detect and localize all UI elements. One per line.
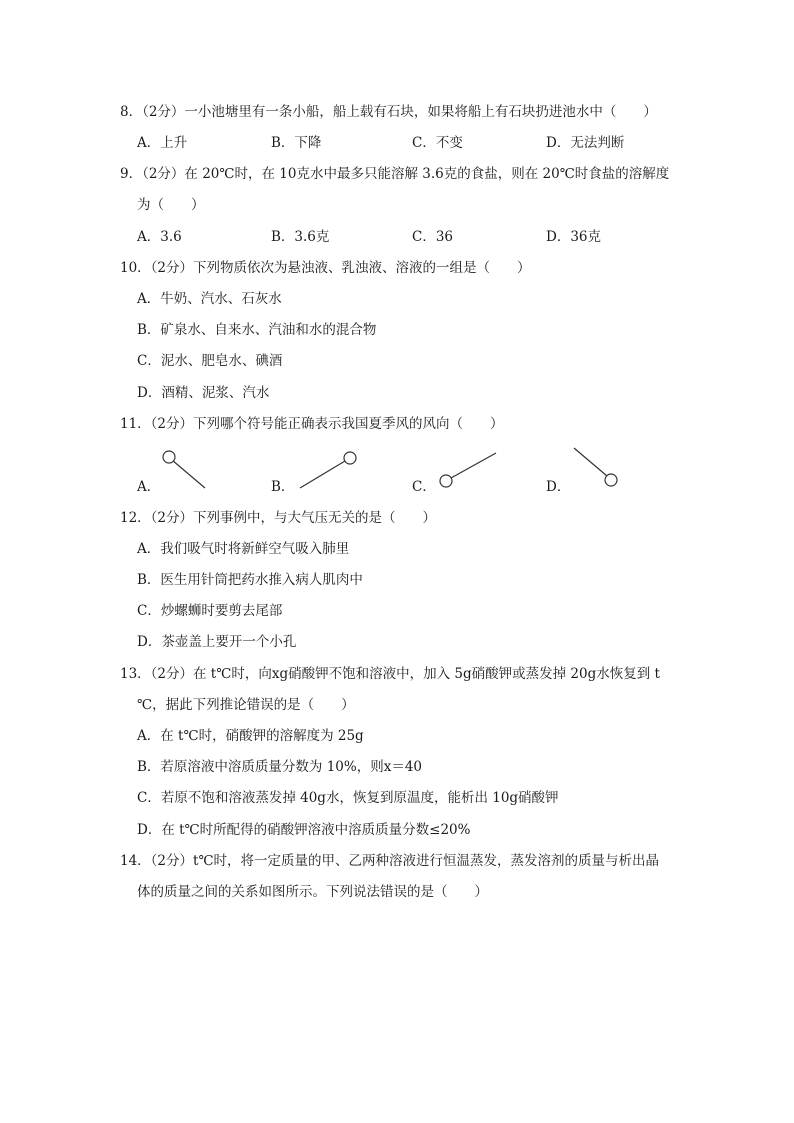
q14-stem-line1: 14．（2分）t℃时，将一定质量的甲、乙两种溶液进行恒温蒸发，蒸发溶剂的质量与析出晶 bbox=[120, 853, 660, 869]
wind-symbol-c-icon bbox=[436, 448, 500, 492]
q11-option-c: C． bbox=[412, 479, 436, 495]
q13-stem-line2: ℃，据此下列推论错误的是（ ） bbox=[137, 697, 355, 713]
q12-option-c: C．炒螺蛳时要剪去尾部 bbox=[137, 603, 283, 619]
q13-stem-line1: 13．（2分）在 t℃时，向xg硝酸钾不饱和溶液中，加入 5g硝酸钾或蒸发掉 20g水恢复到 t bbox=[120, 666, 660, 682]
q12-option-a: A．我们吸气时将新鲜空气吸入肺里 bbox=[137, 541, 350, 557]
wind-symbol-b-icon bbox=[295, 448, 359, 492]
q10-option-a: A．牛奶、汽水、石灰水 bbox=[137, 291, 282, 307]
q9-stem-line1: 9．（2分）在 20℃时，在 10克水中最多只能溶解 3.6克的食盐，则在 20℃时食盐的溶解度 bbox=[120, 166, 670, 182]
q10-option-b: B．矿泉水、自来水、汽油和水的混合物 bbox=[137, 322, 377, 338]
q10-option-c: C．泥水、肥皂水、碘酒 bbox=[137, 353, 283, 369]
q8-option-b: B．下降 bbox=[271, 135, 322, 151]
q9-stem-line2: 为（ ） bbox=[137, 197, 205, 213]
q10-option-d: D．酒精、泥浆、汽水 bbox=[137, 385, 270, 401]
q12-option-d: D．茶壶盖上要开一个小孔 bbox=[137, 634, 297, 650]
q11-option-a: A． bbox=[137, 479, 161, 495]
q12-option-b: B．医生用针筒把药水推入病人肌肉中 bbox=[137, 572, 363, 588]
q13-option-a: A．在 t℃时，硝酸钾的溶解度为 25g bbox=[137, 728, 364, 744]
q14-stem-line2: 体的质量之间的关系如图所示。下列说法错误的是（ ） bbox=[137, 884, 488, 900]
q10-stem: 10．（2分）下列物质依次为悬浊液、乳浊液、溶液的一组是（ ） bbox=[120, 260, 531, 276]
q11-stem: 11．（2分）下列哪个符号能正确表示我国夏季风的风向（ ） bbox=[120, 416, 504, 432]
wind-symbol-a-icon bbox=[160, 448, 210, 492]
q8-option-d: D．无法判断 bbox=[546, 135, 625, 151]
q13-option-b: B．若原溶液中溶质质量分数为 10%，则x＝40 bbox=[137, 759, 423, 775]
q9-option-c: C．36 bbox=[412, 229, 454, 245]
q13-option-c: C．若原不饱和溶液蒸发掉 40g水，恢复到原温度，能析出 10g硝酸钾 bbox=[137, 790, 559, 806]
q12-stem: 12．（2分）下列事例中，与大气压无关的是（ ） bbox=[120, 510, 437, 526]
q9-option-b: B．3.6克 bbox=[271, 229, 330, 245]
q13-option-d: D．在 t℃时所配得的硝酸钾溶液中溶质质量分数≤20% bbox=[137, 822, 471, 838]
q11-option-d: D． bbox=[546, 479, 571, 495]
q11-option-b: B． bbox=[271, 479, 295, 495]
q9-option-a: A．3.6 bbox=[137, 229, 182, 245]
q8-option-a: A．上升 bbox=[137, 135, 188, 151]
q8-option-c: C．不变 bbox=[412, 135, 463, 151]
q9-option-d: D．36克 bbox=[546, 229, 602, 245]
q8-stem: 8．（2分）一小池塘里有一条小船，船上载有石块，如果将船上有石块扔进池水中（ ） bbox=[120, 104, 657, 120]
wind-symbol-d-icon bbox=[570, 444, 624, 492]
